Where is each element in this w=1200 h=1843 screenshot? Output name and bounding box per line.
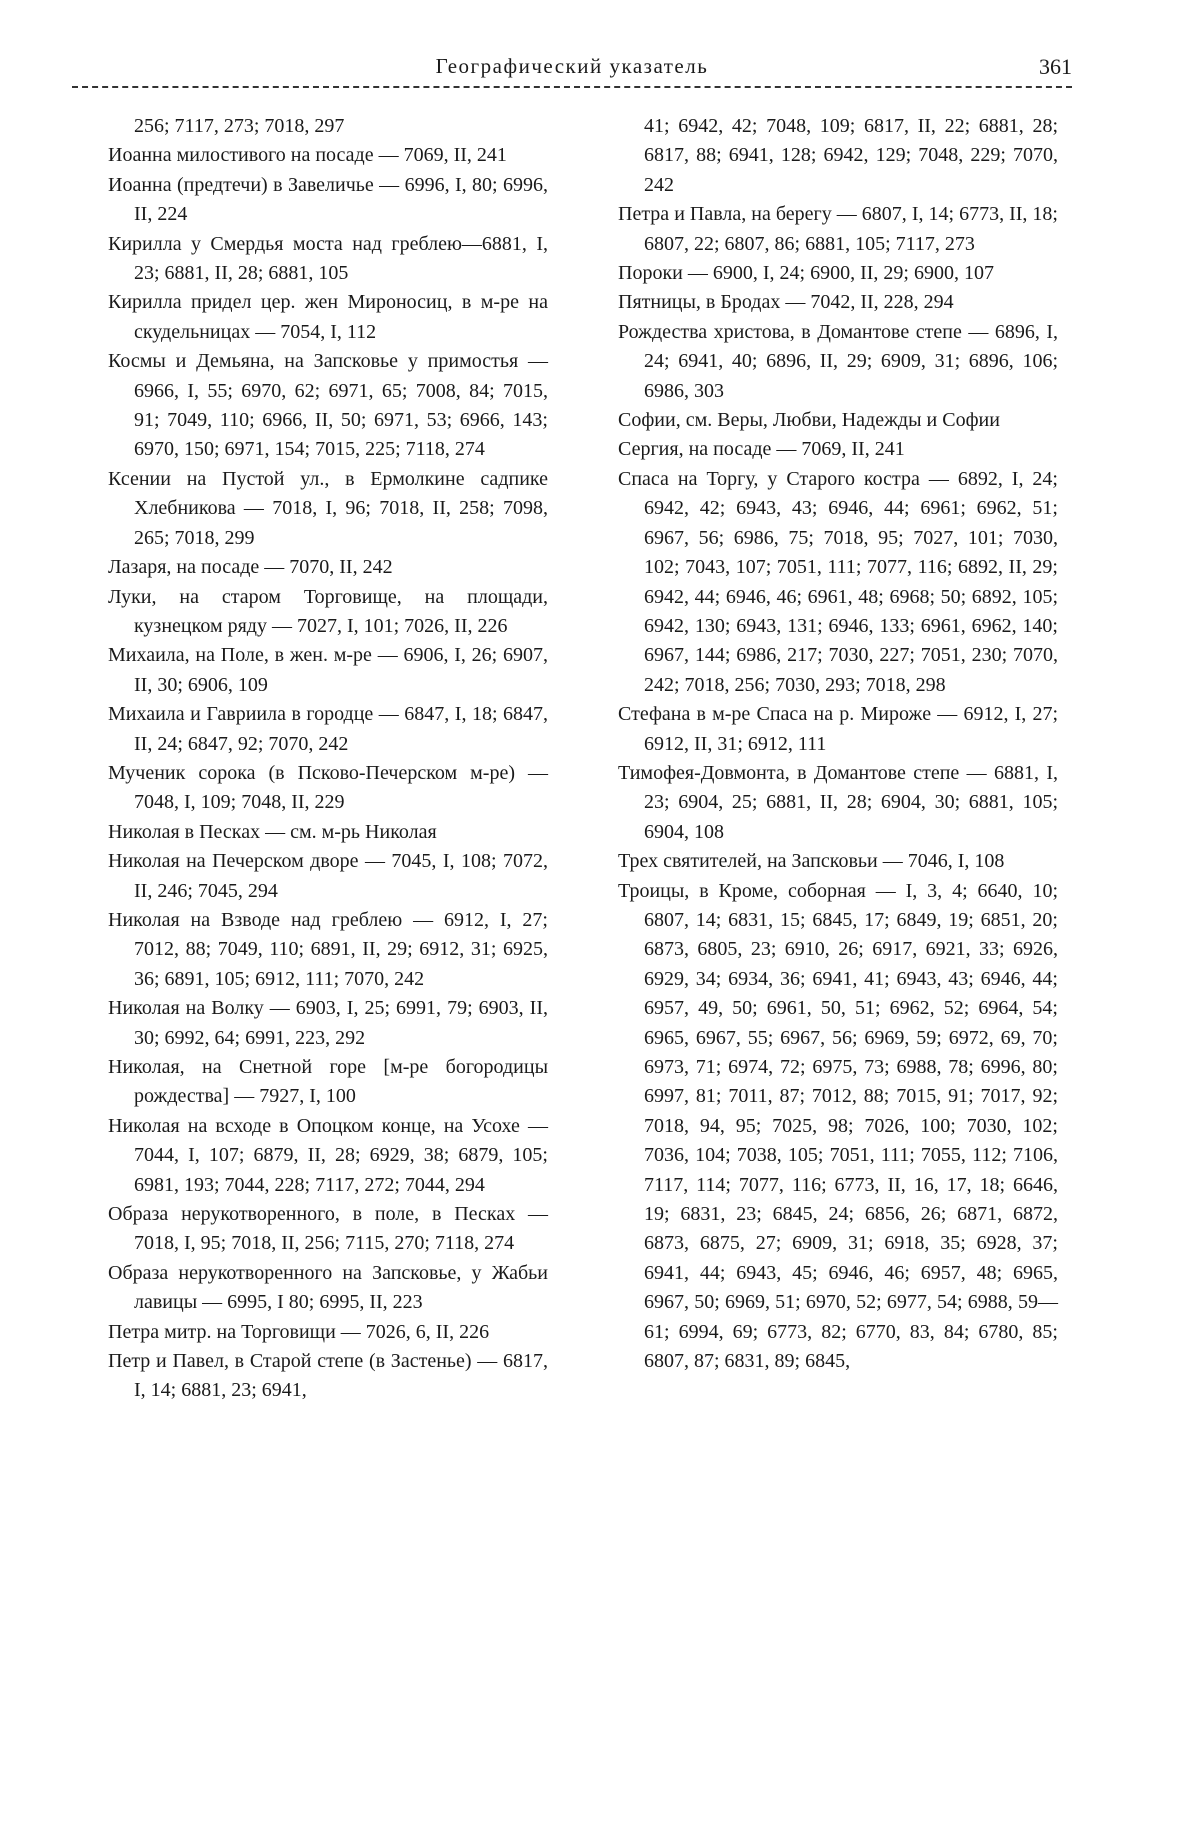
index-entry: Сергия, на посаде — 7069, II, 241 (618, 438, 905, 461)
index-entry: Софии, см. Веры, Любви, Надежды и Софии (618, 409, 1000, 432)
index-entry: Иоанна (предтечи) в Завеличье — 6996, I, 80; 6996, II, 224 (108, 173, 548, 226)
index-entry: Ксении на Пустой ул., в Ермолкине садпике Хлебникова — 7018, I, 96; 7018, II, 258; 7098, 265; 7018, 299 (108, 467, 548, 549)
header-rule (72, 86, 1072, 88)
index-entry: Николая на всходе в Опоцком конце, на Усохе — 7044, I, 107; 6879, II, 28; 6929, 38; 6879, 105; 6981, 193; 7044, 228; 7117, 272; 7044, 294 (108, 1114, 548, 1196)
index-entry-continuation: 256; 7117, 273; 7018, 297 (134, 115, 345, 137)
index-entry: Тимофея-Довмонта, в Домантове степе — 6881, I, 23; 6904, 25; 6881, II, 28; 6904, 30; 6881, 105; 6904, 108 (618, 761, 1058, 843)
index-entry: Николая, на Снетной горе [м-ре богородицы рождества] — 7927, I, 100 (108, 1056, 548, 1108)
page-number: 361 (1039, 54, 1072, 79)
index-entry: Иоанна милостивого на посаде — 7069, II, 241 (108, 144, 507, 167)
index-entry: Трех святителей, на Запсковьи — 7046, I, 108 (618, 850, 1005, 873)
index-entry: Михаила и Гавриила в городце — 6847, I, 18; 6847, II, 24; 6847, 92; 7070, 242 (108, 703, 548, 755)
index-entry: Образа нерукотворенного на Запсковье, у Жабьи лавицы — 6995, I 80; 6995, II, 223 (108, 1261, 548, 1314)
index-entry: Николая в Песках — см. м-рь Николая (108, 820, 437, 843)
index-entry: Спаса на Торгу, у Старого костра — 6892, I, 24; 6942, 42; 6943, 43; 6946, 44; 6961; 6962, 51; 6967, 56; 6986, 75; 7018, 95; 7027, 101; 7030, 102; 7043, 107; 7051, 111; 7077, 116; 6892, II, 29; 6942, 44; 6946, 46; 6961, 48; 6968; 50; 6892, 105; 6942, 130; 6943, 131; 6946, 133; 6961, 6962, 140; 6967, 144; 6986, 217; 7030, 227; 7051, 230; 7070, 242; 7018, 256; 7030, 293; 7018, 298 (618, 467, 1058, 696)
index-entry: Пятницы, в Бродах — 7042, II, 228, 294 (618, 291, 954, 314)
index-entry: Луки, на старом Торговище, на площади, кузнецком ряду — 7027, I, 101; 7026, II, 226 (108, 585, 548, 637)
index-entry: Петра и Павла, на берегу — 6807, I, 14; 6773, II, 18; 6807, 22; 6807, 86; 6881, 105; 7117, 273 (618, 203, 1058, 255)
left-column (108, 112, 548, 1406)
index-entry: Николая на Волку — 6903, I, 25; 6991, 79; 6903, II, 30; 6992, 64; 6991, 223, 292 (108, 997, 548, 1049)
index-entry: Петра митр. на Торговищи — 7026, 6, II, 226 (108, 1320, 490, 1343)
index-entry: Троицы, в Кроме, соборная — I, 3, 4; 6640, 10; 6807, 14; 6831, 15; 6845, 17; 6849, 19; 6851, 20; 6873, 6805, 23; 6910, 26; 6917, 6921, 33; 6926, 6929, 34; 6934, 36; 6941, 41; 6943, 43; 6946, 44; 6957, 49, 50; 6961, 50, 51; 6962, 52; 6964, 54; 6965, 6967, 55; 6967, 56; 6969, 59; 6972, 69, 70; 6973, 71; 6974, 72; 6975, 73; 6988, 78; 6996, 80; 6997, 81; 7011, 87; 7012, 88; 7015, 91; 7017, 92; 7018, 94, 95; 7025, 98; 7026, 100; 7030, 102; 7036, 104; 7038, 105; 7051, 111; 7055, 112; 7106, 7117, 114; 7077, 116; 6773, II, 16, 17, 18; 6646, 19; 6831, 23; 6845, 24; 6856, 26; 6871, 6872, 6873, 6875, 27; 6909, 31; 6918, 35; 6928, 37; 6941, 44; 6943, 45; 6946, 46; 6957, 48; 6965, 6967, 50; 6969, 51; 6970, 52; 6977, 54; 6988, 59—61; 6994, 69; 6773, 82; 6770, 83, 84; 6780, 85; 6807, 87; 6831, 89; 6845, (618, 879, 1058, 1373)
index-entry: Космы и Демьяна, на Запсковье у примостья — 6966, I, 55; 6970, 62; 6971, 65; 7008, 84; 7015, 91; 7049, 110; 6966, II, 50; 6971, 53; 6966, 143; 6970, 150; 6971, 154; 7015, 225; 7118, 274 (108, 350, 548, 461)
index-entry: Мученик сорока (в Псково-Печерском м-ре) — 7048, I, 109; 7048, II, 229 (108, 761, 548, 814)
index-entry: Образа нерукотворенного, в поле, в Песках — 7018, I, 95; 7018, II, 256; 7115, 270; 7118, 274 (108, 1203, 548, 1255)
index-entry: Николая на Печерском дворе — 7045, I, 108; 7072, II, 246; 7045, 294 (108, 850, 548, 902)
index-entry: Петр и Павел, в Старой степе (в Застенье) — 6817, I, 14; 6881, 23; 6941, (108, 1350, 548, 1402)
index-entry: Кирилла придел цер. жен Мироносиц, в м-ре на скудельницах — 7054, I, 112 (108, 291, 548, 343)
index-entry-continuation: 41; 6942, 42; 7048, 109; 6817, II, 22; 6881, 28; 6817, 88; 6941, 128; 6942, 129; 7048, 229; 7070, 242 (644, 115, 1058, 196)
index-entry: Николая на Взводе над греблею — 6912, I, 27; 7012, 88; 7049, 110; 6891, II, 29; 6912, 31; 6925, 36; 6891, 105; 6912, 111; 7070, 242 (108, 908, 548, 990)
running-head (72, 50, 1072, 90)
running-title: Географический указатель (435, 54, 709, 78)
index-entry: Пороки — 6900, I, 24; 6900, II, 29; 6900, 107 (618, 262, 994, 285)
index-entry: Михаила, на Поле, в жен. м-ре — 6906, I, 26; 6907, II, 30; 6906, 109 (108, 644, 548, 696)
right-column (618, 112, 1058, 1376)
index-entry: Лазаря, на посаде — 7070, II, 242 (108, 556, 393, 579)
index-entry: Стефана в м-ре Спаса на р. Мирожe — 6912, I, 27; 6912, II, 31; 6912, 111 (618, 703, 1058, 755)
index-entry: Рождества христова, в Домантове степе — 6896, I, 24; 6941, 40; 6896, II, 29; 6909, 31; 6896, 106; 6986, 303 (618, 320, 1058, 402)
index-entry: Кирилла у Смердья моста над греблею—6881, I, 23; 6881, II, 28; 6881, 105 (108, 232, 548, 285)
